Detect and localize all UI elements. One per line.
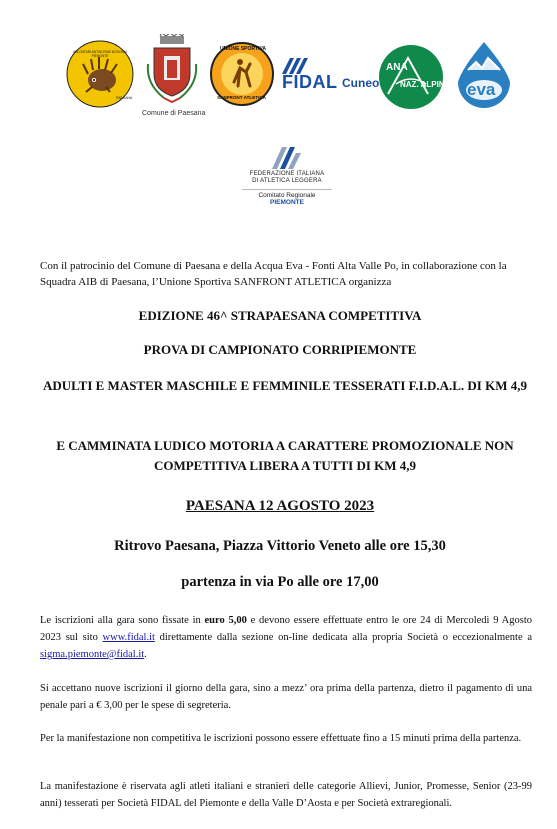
heading-walk: E CAMMINATA LUDICO MOTORIA A CARATTERE PROMOZIONALE NON COMPETITIVA LIBERA A TUTTI DI KM 4,9 <box>56 438 514 473</box>
p1-text-c: direttamente dalla sezione on-line dedicata alla propria Società o eccezionalmente a <box>154 632 532 643</box>
comitato-regionale <box>242 189 332 206</box>
non-competitive-paragraph: Per la manifestazione non competitiva le iscrizioni possono essere effettuate fino a 15 minuti prima della partenza. <box>40 733 522 744</box>
heading-edition: EDIZIONE 46^ STRAPAESANA COMPETITIVA <box>138 308 422 323</box>
fidal-brand: FIDAL <box>282 72 338 92</box>
federation-line2: DI ATLETICA LEGGERA <box>252 178 322 184</box>
aib-logo-text: VOLONTARI ANTINCENDI BOSCHIVI PIEMONTE <box>72 50 128 58</box>
p1-text-a: Le iscrizioni alla gara sono fissate in <box>40 615 205 626</box>
heading-meeting: Ritrovo Paesana, Piazza Vittorio Veneto alle ore 15,30 <box>114 538 446 554</box>
comitato-prefix: Comitato Regionale <box>258 192 316 199</box>
fidal-mark-icon <box>272 147 302 169</box>
email-link[interactable]: sigma.piemonte@fidal.it <box>40 649 145 660</box>
sanfront-atletica-logo <box>210 42 274 106</box>
heading-date: PAESANA 12 AGOSTO 2023 <box>185 498 375 514</box>
fidal-website-link[interactable]: www.fidal.it <box>102 632 155 643</box>
eva-brand: eva <box>467 80 496 99</box>
sanfront-text-top: UNIONE SPORTIVA <box>220 46 267 52</box>
comune-paesana-logo <box>144 34 200 104</box>
sanfront-text-bottom: SANFRONT ATLETICA <box>217 95 266 100</box>
aib-logo <box>66 40 134 108</box>
ana-alpini-logo <box>378 44 447 110</box>
aib-logo-text-right: PAESANA <box>116 96 133 100</box>
late-registration-paragraph: Si accettano nuove iscrizioni il giorno della gara, sino a mezz’ ora prima della partenza, dietro il pagamento di una penale pari a € 3,00 per le spese di segreteria. <box>40 683 532 711</box>
registration-paragraph <box>40 612 532 663</box>
federation-line1: FEDERAZIONE ITALIANA <box>249 171 325 177</box>
fidal-suffix: Cuneo <box>342 76 380 90</box>
heading-start: partenza in via Po alle ore 17,00 <box>181 574 379 590</box>
ana-letters: ANA <box>386 62 408 73</box>
eva-logo <box>454 40 514 108</box>
comune-caption: Comune di Paesana <box>142 110 206 117</box>
intro-paragraph: Con il patrocinio del Comune di Paesana e della Acqua Eva - Fonti Alta Valle Po, in collaborazione con la Squadra AIB di Paesana, l’Unione Sportiva SANFRONT ATLETICA organizza <box>40 260 507 288</box>
p1-fee: euro 5,00 <box>204 615 247 626</box>
comitato-region: PIEMONTE <box>270 199 304 206</box>
sponsor-logos <box>62 30 522 122</box>
fidal-cuneo-logo <box>280 58 380 94</box>
ana-text: NAZ. ALPINI <box>400 80 447 89</box>
heading-championship: PROVA DI CAMPIONATO CORRIPIEMONTE <box>143 342 417 357</box>
fidal-federation-logo <box>242 147 332 209</box>
eligibility-paragraph: La manifestazione è riservata agli atleti italiani e stranieri delle categorie Allievi, Junior, Promesse, Senior (23-99 anni) tesserati per Società FIDAL del Piemonte e della Valle D’Aosta e per Società extraregionali. <box>40 781 532 809</box>
p1-text-d: . <box>144 649 147 660</box>
p1-text-b: e devono essere effettuate entro le ore 24 di Mercoledì 9 Agosto 2023 sul sito <box>40 615 532 643</box>
heading-adults: ADULTI E MASTER MASCHILE E FEMMINILE TESSERATI F.I.D.A.L. DI KM 4,9 <box>43 378 527 393</box>
